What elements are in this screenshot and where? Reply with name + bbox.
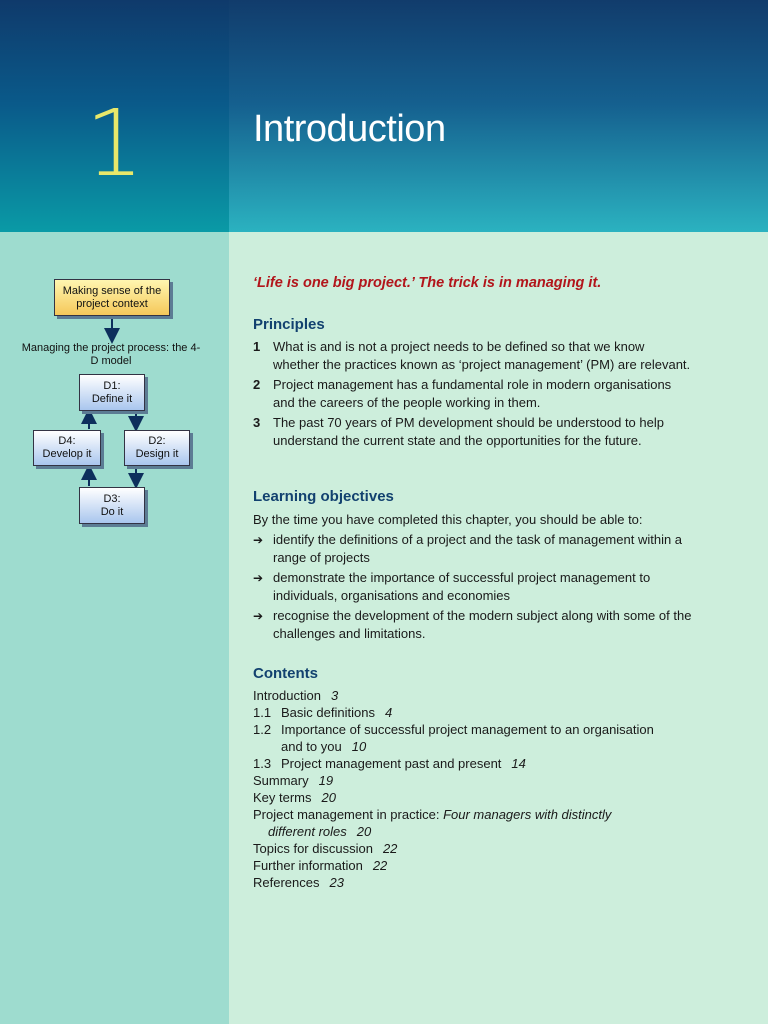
d1-box <box>79 374 145 411</box>
toc-entry: Further information 22 <box>253 858 388 873</box>
objectives-heading: Learning objectives <box>253 488 394 505</box>
d3-code: D3: <box>103 492 121 505</box>
toc-entry: Key terms 20 <box>253 790 336 805</box>
arrow-bullet-icon: ➔ <box>253 533 264 547</box>
toc-entry: Topics for discussion 22 <box>253 841 398 856</box>
objective-item: ➔ identify the definitions of a project and the task of management within a range of projects <box>253 532 683 565</box>
principle-item: 2 Project management has a fundamental role in modern organisations and the careers of the people working in them. <box>253 377 672 410</box>
chapter-number: 1 <box>85 90 144 197</box>
context-box <box>54 279 170 316</box>
arrow-bullet-icon: ➔ <box>253 609 264 623</box>
toc-entry: 1.2 Importance of successful project management to an organisation <box>253 722 654 737</box>
toc-entry: Introduction 3 <box>253 688 339 703</box>
d3-name: Do it <box>100 505 124 518</box>
chapter-title: Introduction <box>253 108 446 150</box>
principle-item: 3 The past 70 years of PM development should be understood to help understand the current state and the opportunities for the future. <box>253 415 664 448</box>
toc-entry-continued: and to you 10 <box>281 739 367 754</box>
d4-code: D4: <box>58 435 76 447</box>
contents-list <box>253 687 693 891</box>
arrow-bullet-icon: ➔ <box>253 571 264 585</box>
objective-item: ➔ demonstrate the importance of successful project management to individuals, organisations and economies <box>253 570 651 603</box>
toc-entry: 1.1 Basic definitions 4 <box>253 705 393 720</box>
principle-item: 1 What is and is not a project needs to be defined so that we know whether the practices known as ‘project management’ (PM) are relevant. <box>253 339 691 372</box>
d4-box <box>33 430 101 466</box>
toc-entry: Project management in practice: Four managers with distinctly <box>253 807 612 822</box>
d1-code: D1: <box>103 379 121 392</box>
objectives-list <box>253 531 693 645</box>
chapter-quote: ‘Life is one big project.’ The trick is in managing it. <box>253 275 602 291</box>
process-model-label: Managing the project process: the 4-D model <box>21 342 201 367</box>
contents-heading: Contents <box>253 665 318 682</box>
toc-entry-continued: different roles 20 <box>268 824 372 839</box>
d3-box <box>79 487 145 524</box>
d2-code: D2: <box>148 435 166 447</box>
d2-box <box>124 430 190 466</box>
d4-name: Develop it <box>42 448 92 460</box>
objective-item: ➔ recognise the development of the modern subject along with some of the challenges and limitations. <box>253 608 692 641</box>
principles-list <box>253 338 693 452</box>
toc-entry: Summary 19 <box>253 773 334 788</box>
d1-name: Define it <box>91 392 133 405</box>
objectives-intro: By the time you have completed this chapter, you should be able to: <box>253 512 643 527</box>
context-box-label: Making sense of the project context <box>62 284 162 310</box>
toc-entry: References 23 <box>253 875 344 890</box>
toc-entry: 1.3 Project management past and present 14 <box>253 756 526 771</box>
principles-heading: Principles <box>253 316 325 333</box>
d2-name: Design it <box>135 448 179 460</box>
